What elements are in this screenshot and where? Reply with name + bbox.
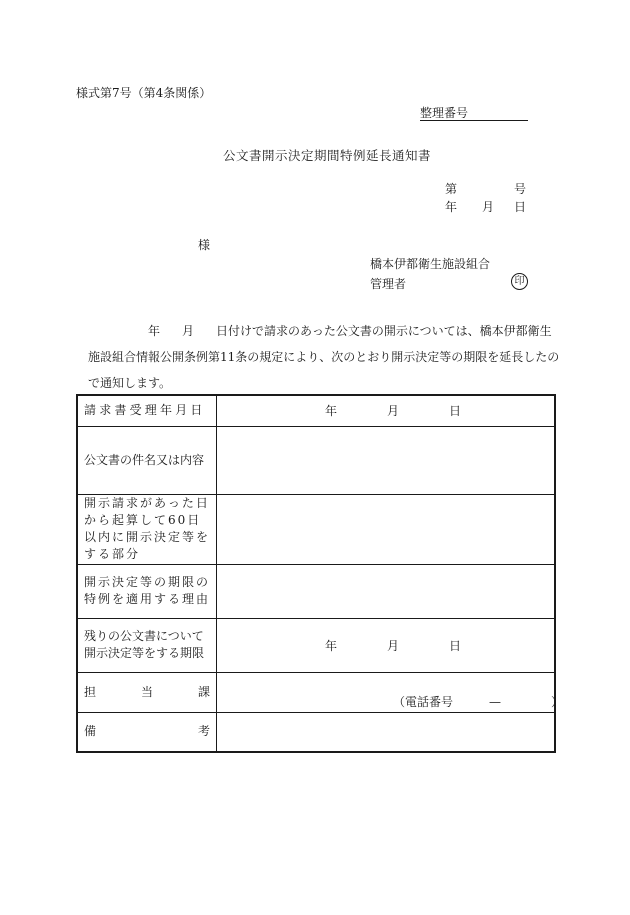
receipt-year: 年 (325, 404, 338, 419)
table-row (77, 494, 555, 564)
reference-number-field (420, 104, 528, 121)
reference-number-label: 整理番号 (420, 106, 469, 120)
table-row (77, 426, 555, 494)
sender-organization: 橋本伊都衛生施設組合 (370, 257, 491, 271)
extension-reason-field[interactable] (217, 564, 556, 618)
label-char: 課 (197, 684, 210, 699)
partial-disclosure-field[interactable] (217, 494, 556, 564)
document-title: 公文書開示決定期間特例延長通知書 (223, 148, 432, 163)
body-year: 年 (148, 324, 161, 338)
seal-icon: 印 (511, 273, 528, 290)
row-label (77, 712, 217, 752)
deadline-day: 日 (449, 638, 462, 653)
receipt-month: 月 (387, 404, 400, 419)
label-char: 担 (84, 684, 97, 699)
row-label (77, 494, 217, 564)
receipt-day: 日 (449, 404, 462, 419)
table-row (77, 672, 555, 712)
row-label (77, 618, 217, 672)
remarks-label (84, 723, 210, 740)
label-char: 当 (140, 684, 153, 699)
body-line-3: で通知します。 (88, 376, 172, 390)
department-field[interactable] (217, 672, 564, 712)
addressee-honorific: 様 (198, 238, 211, 252)
table-row (77, 618, 555, 672)
phone-dash: — (489, 694, 502, 709)
table-row (77, 395, 555, 426)
remarks-field[interactable] (217, 712, 556, 752)
row-label (77, 564, 217, 618)
subject-field[interactable] (217, 426, 556, 494)
subject-label: 公文書の件名又は内容 (84, 452, 205, 467)
phone-close: ） (551, 694, 564, 709)
table-row (77, 712, 555, 752)
form-number: 様式第7号（第4条関係） (76, 86, 212, 100)
phone-number-field (393, 693, 563, 710)
remaining-deadline-field[interactable] (217, 618, 556, 672)
receipt-date-field[interactable] (217, 395, 556, 426)
reference-number-blank (468, 108, 528, 121)
label-char: 備 (84, 724, 97, 739)
deadline-year: 年 (325, 638, 338, 653)
date-year: 年 (445, 200, 458, 214)
notice-body (88, 318, 568, 396)
date-day: 日 (514, 200, 527, 214)
extension-reason-label: 開示決定等の期限の特例を適用する理由 (84, 575, 211, 606)
number-prefix: 第 (445, 182, 458, 196)
row-label (77, 395, 217, 426)
body-line-2: 施設組合情報公開条例第11条の規定により、次のとおり開示決定等の期限を延長したの (88, 350, 560, 364)
notice-table (76, 394, 564, 753)
number-suffix: 号 (514, 182, 527, 196)
label-char: 考 (197, 724, 210, 739)
date-month: 月 (482, 200, 495, 214)
partial-disclosure-label: 開示請求があった日から起算して60日以内に開示決定等をする部分 (84, 496, 211, 561)
body-line-1-text: 日付けで請求のあった公文書の開示については、橋本伊都衛生 (216, 324, 552, 338)
phone-label: （電話番号 (393, 694, 454, 709)
sender-role: 管理者 (370, 277, 407, 291)
body-month: 月 (182, 324, 195, 338)
remaining-deadline-label: 残りの公文書について開示決定等をする期限 (84, 629, 205, 660)
row-label (77, 426, 217, 494)
table-row (77, 564, 555, 618)
department-label (84, 684, 210, 701)
receipt-date-label: 請求書受理年月日 (84, 403, 206, 418)
deadline-month: 月 (387, 638, 400, 653)
body-line-1 (88, 318, 568, 344)
row-label (77, 672, 217, 712)
